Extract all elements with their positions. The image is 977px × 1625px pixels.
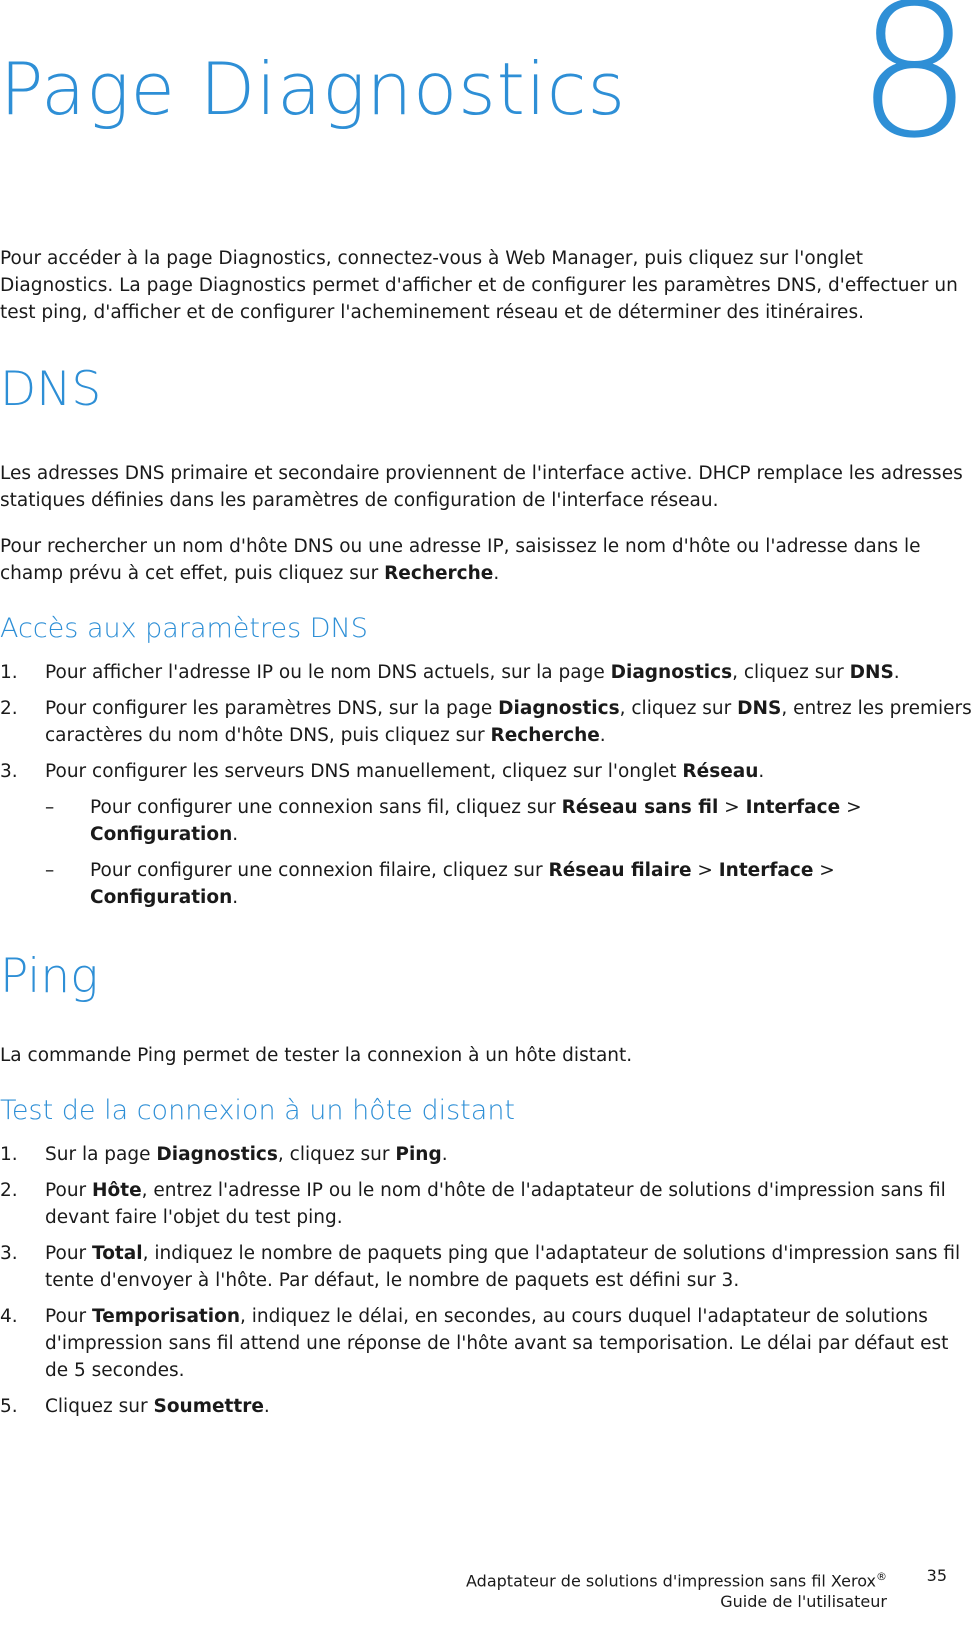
footer-guide: Guide de l'utilisateur: [720, 1592, 887, 1612]
list-item: 3. Pour configurer les serveurs DNS manuellement, cliquez sur l'onglet Réseau. – Pour configurer une connexion sans fil, cliquez sur Réseau sans fil > Interface > Configuration. – Pour configurer une connexion filaire, cliquez sur Réseau filaire > Interface > Configuration.: [0, 758, 972, 911]
dns-steps-list: [0, 659, 972, 911]
footer-product: Adaptateur de solutions d'impression sans fil Xerox®: [466, 1570, 887, 1591]
list-item: 2. Pour Hôte, entrez l'adresse IP ou le nom d'hôte de l'adaptateur de solutions d'impression sans fil devant faire l'objet du test ping.: [0, 1180, 946, 1228]
page-content: [0, 245, 972, 1429]
dns-paragraph-1: Les adresses DNS primaire et secondaire proviennent de l'interface active. DHCP remplace les adresses statiques définies dans les paramètres de configuration de l'interface réseau.: [0, 463, 963, 511]
list-item: 1. Pour afficher l'adresse IP ou le nom DNS actuels, sur la page Diagnostics, cliquez sur DNS.: [0, 662, 900, 683]
chapter-number: 8: [855, 0, 973, 179]
list-item: 4. Pour Temporisation, indiquez le délai, en secondes, au cours duquel l'adaptateur de solutions d'impression sans fil attend une réponse de l'hôte avant sa temporisation. Le délai par défaut est de 5 secondes.: [0, 1306, 949, 1381]
list-item: 3. Pour Total, indiquez le nombre de paquets ping que l'adaptateur de solutions d'impression sans fil tente d'envoyer à l'hôte. Par défaut, le nombre de paquets est défini sur 3.: [0, 1243, 961, 1291]
list-item: – Pour configurer une connexion filaire, cliquez sur Réseau filaire > Interface > Configuration.: [45, 860, 835, 908]
list-item: 5. Cliquez sur Soumettre.: [0, 1396, 270, 1417]
list-item: – Pour configurer une connexion sans fil, cliquez sur Réseau sans fil > Interface > Configuration.: [45, 797, 862, 845]
dns-substeps-list: [45, 794, 972, 911]
dns-paragraph-2: Pour rechercher un nom d'hôte DNS ou une adresse IP, saisissez le nom d'hôte ou l'adresse dans le champ prévu à cet effet, puis cliquez sur Recherche.: [0, 536, 921, 584]
page-footer: [466, 1566, 887, 1612]
subsection-title-dns-access: Accès aux paramètres DNS: [0, 613, 368, 644]
page-number: 35: [926, 1566, 947, 1585]
section-title-dns: DNS: [0, 362, 102, 417]
section-title-ping: Ping: [0, 949, 99, 1004]
chapter-title: Page Diagnostics: [0, 47, 626, 131]
intro-paragraph: Pour accéder à la page Diagnostics, connectez-vous à Web Manager, puis cliquez sur l'onglet Diagnostics. La page Diagnostics permet d'afficher et de configurer les paramètres DNS, d'effectuer un test ping, d'afficher et de configurer l'acheminement réseau et de déterminer des itinéraires.: [0, 248, 958, 323]
ping-steps-list: [0, 1141, 972, 1420]
ping-paragraph: La commande Ping permet de tester la connexion à un hôte distant.: [0, 1045, 633, 1066]
subsection-title-ping-test: Test de la connexion à un hôte distant: [0, 1095, 516, 1126]
list-item: 2. Pour configurer les paramètres DNS, sur la page Diagnostics, cliquez sur DNS, entrez les premiers caractères du nom d'hôte DNS, puis cliquez sur Recherche.: [0, 698, 972, 746]
list-item: 1. Sur la page Diagnostics, cliquez sur Ping.: [0, 1144, 448, 1165]
